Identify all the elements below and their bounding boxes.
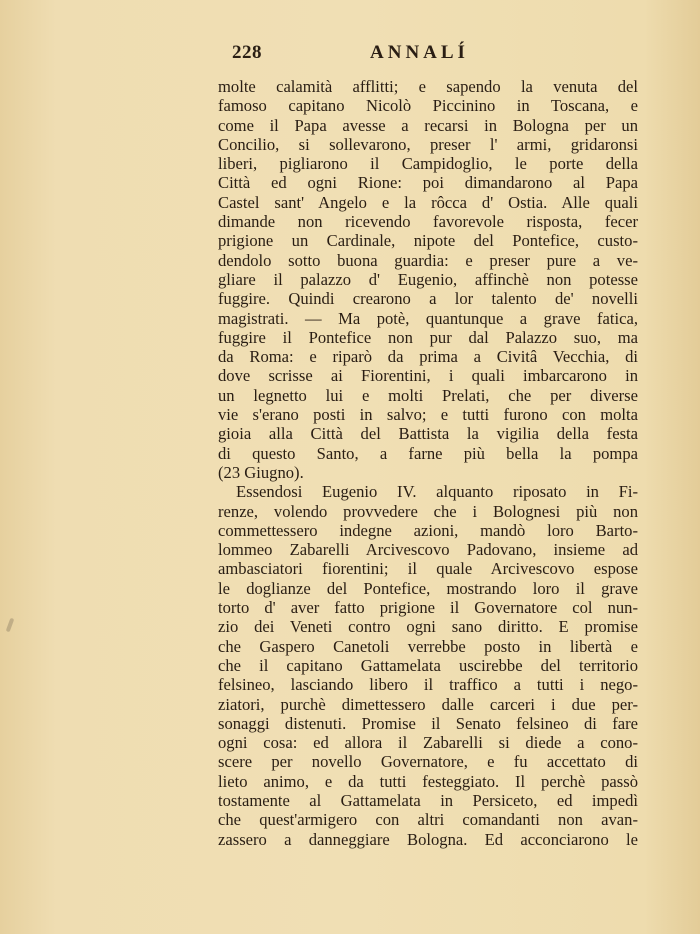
text-line: Concilio, si sollevarono, preser l' armi, gridaronsi (218, 134, 638, 154)
text-line: lommeo Zabarelli Arcivescovo Padovano, insieme ad (218, 540, 638, 560)
text-line: sonaggi distenuti. Promise il Senato felsineo di fare (218, 713, 638, 733)
text-line: tostamente al Gattamelata in Persiceto, ed impedì (218, 790, 638, 810)
text-line: gliare il palazzo d' Eugenio, affinchè non potesse (218, 269, 638, 289)
text-line: ambasciatori fiorentini; il quale Arcivescovo espose (218, 559, 638, 579)
text-line: magistrati. — Ma potè, quantunque a grave fatica, (218, 308, 638, 328)
text-line: zio dei Veneti contro ogni sano diritto. E promise (218, 617, 638, 637)
text-line: di questo Santo, a farne più bella la pompa (218, 443, 638, 463)
paper-blemish (6, 618, 15, 633)
text-line: liberi, pigliarono il Campidoglio, le porte della (218, 154, 638, 174)
text-line: gioia alla Città del Battista la vigilia della festa (218, 424, 638, 444)
text-line: (23 Giugno). (218, 462, 304, 482)
text-line: commettessero indegne azioni, mandò loro Barto- (218, 520, 638, 540)
text-line: dimande non ricevendo favorevole risposta, fecer (218, 212, 638, 232)
text-line: le doglianze del Pontefice, mostrando loro il grave (218, 578, 638, 598)
text-line: dendolo sotto buona guardia: e preser pure a ve- (218, 250, 638, 270)
text-line: lieto animo, e da tutti festeggiato. Il perchè passò (218, 771, 638, 791)
running-title: ANNALÍ (370, 42, 469, 63)
text-line: prigione un Cardinale, nipote del Pontefice, custo- (218, 231, 638, 251)
text-line: come il Papa avesse a recarsi in Bologna per un (218, 115, 638, 135)
text-line: felsineo, lasciando libero il traffico a tutti i nego- (218, 675, 638, 695)
text-line: Essendosi Eugenio IV. alquanto riposato in Fi- (236, 482, 638, 502)
text-line: ogni cosa: ed allora il Zabarelli si diede a cono- (218, 733, 638, 753)
text-line: Castel sant' Angelo e la rôcca d' Ostia. Alle quali (218, 192, 638, 212)
text-line: vie s'erano posti in salvo; e tutti furono con molta (218, 405, 638, 425)
text-line: un legnetto lui e molti Prelati, che per diverse (218, 385, 638, 405)
text-line: che quest'armigero con altri comandanti non avan- (218, 810, 638, 830)
text-line: fuggire. Quindi crearono a lor talento de' novelli (218, 289, 638, 309)
page-number: 228 (232, 42, 262, 63)
text-line: Città ed ogni Rione: poi dimandarono al Papa (218, 173, 638, 193)
text-line: scere per novello Governatore, e fu accettato di (218, 752, 638, 772)
text-line: zassero a danneggiare Bologna. Ed acconciarono le (218, 829, 638, 849)
text-line: che Gaspero Canetoli verrebbe posto in libertà e (218, 636, 638, 656)
text-line: dove scrisse ai Fiorentini, i quali imbarcarono in (218, 366, 638, 386)
text-line: renze, volendo provvedere che i Bolognesi più non (218, 501, 638, 521)
text-line: torto d' aver fatto prigione il Governatore col nun- (218, 598, 638, 618)
text-line: ziatori, purchè dimettessero dalle carceri i due per- (218, 694, 638, 714)
body-text (218, 77, 638, 849)
text-line: da Roma: e riparò da prima a Civitâ Vecchia, di (218, 347, 638, 367)
text-line: che il capitano Gattamelata uscirebbe del territorio (218, 655, 638, 675)
text-line: fuggire il Pontefice non pur dal Palazzo suo, ma (218, 327, 638, 347)
page-header (218, 42, 638, 68)
text-line: molte calamità afflitti; e sapendo la venuta del (218, 77, 638, 96)
text-line: famoso capitano Nicolò Piccinino in Toscana, e (218, 96, 638, 116)
